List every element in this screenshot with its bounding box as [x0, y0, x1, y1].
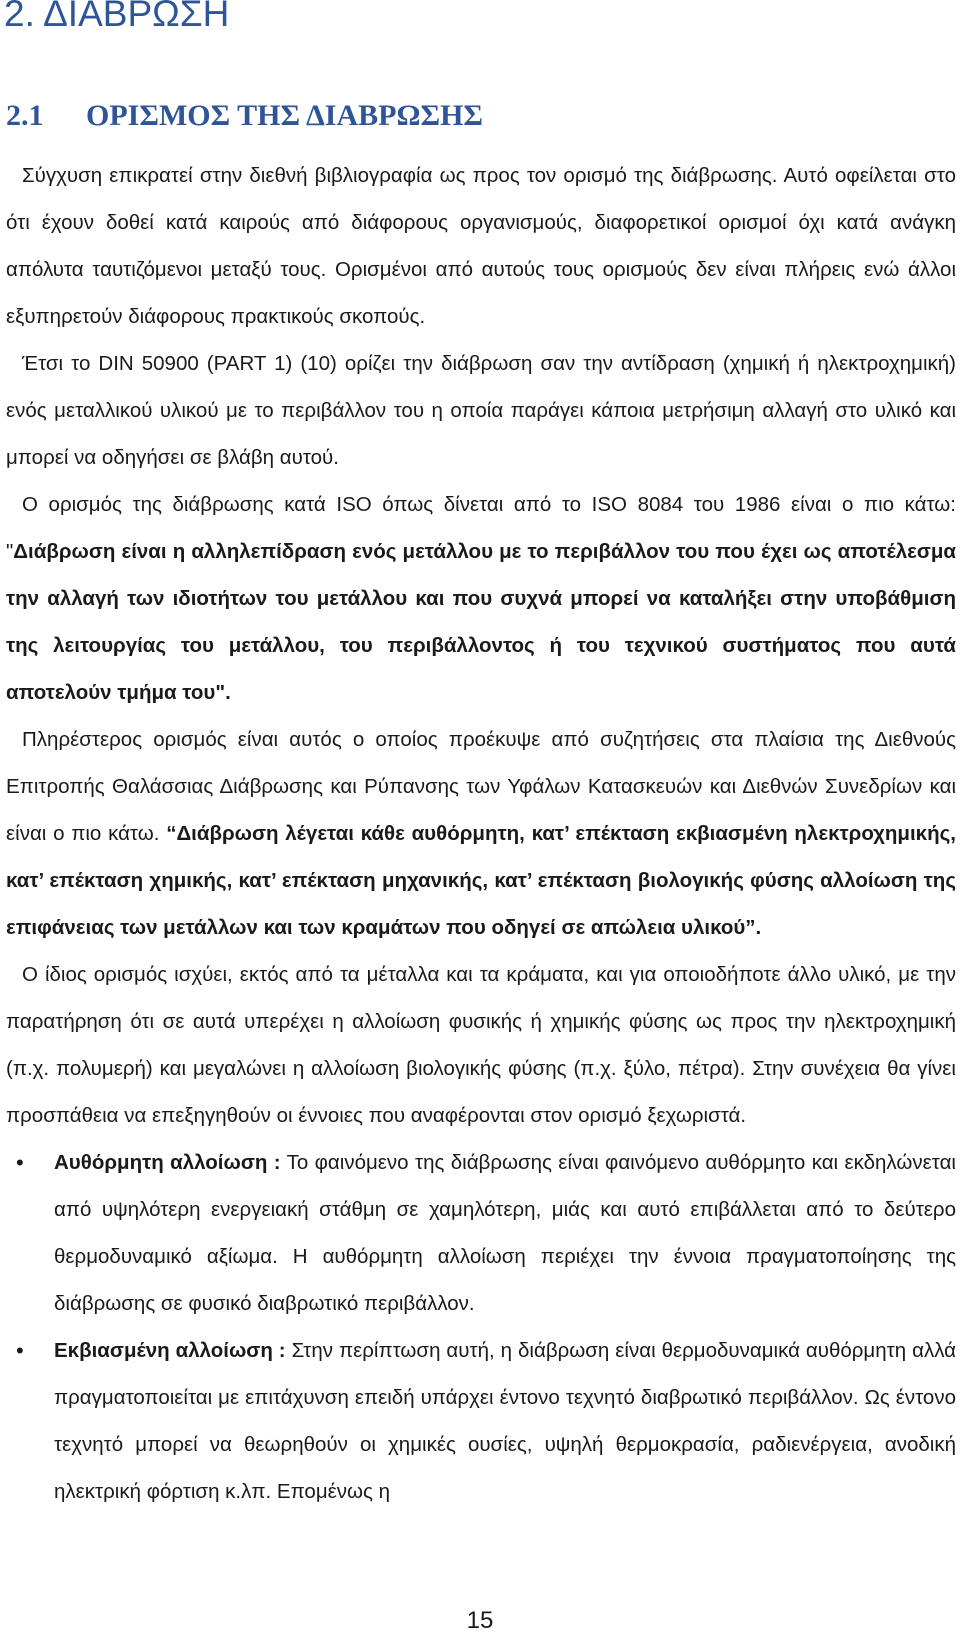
page-number: 15 — [466, 1607, 494, 1634]
section-number: 2.1 — [6, 99, 44, 132]
paragraph — [6, 716, 956, 951]
full-definition-quote: “Διάβρωση λέγεται κάθε αυθόρμητη, κατ’ επέκταση εκβιασμένη ηλεκτροχημικής, κατ’ επέκταση χημικής, κατ’ επέκταση μηχανικής, κατ’ επέκταση βιολογικής φύσης αλλοίωση της επιφάνειας των μετάλλων και των κραμάτων που οδηγεί σε απώλεια υλικού”. — [6, 822, 956, 939]
bullet-text — [54, 1151, 956, 1315]
bullet-text — [54, 1339, 956, 1503]
paragraph-text: Πληρέστερος ορισμός είναι αυτός ο οποίος προέκυψε από συζητήσεις στα πλαίσια της Διεθνούς Επιτροπής Θαλάσσιας Διάβρωσης και Ρύπανσης των Υφάλων Κατασκευών και Διεθνών Συνεδρίων και είναι ο πιο κάτω. — [6, 728, 956, 845]
bullet-list — [6, 1139, 956, 1515]
bullet-description: Το φαινόμενο της διάβρωσης είναι φαινόμενο αυθόρμητο και εκδηλώνεται από υψηλότερη ενεργειακή στάθμη σε χαμηλότερη, μιάς και αυτό επιβάλλεται από το δεύτερο θερμοδυναμικό αξίωμα. Η αυθόρμητη αλλοίωση περιέχει την έννοια πραγματοποίησης της διάβρωσης σε φυσικό διαβρωτικό περιβάλλον. — [54, 1151, 956, 1315]
body-text — [6, 152, 956, 1515]
bullet-item — [6, 1139, 956, 1327]
bullet-icon: • — [16, 1150, 24, 1175]
paragraph-text: Έτσι το DIN 50900 (PART 1) (10) ορίζει την διάβρωση σαν την αντίδραση (χημική ή ηλεκτροχημική) ενός μεταλλικού υλικού με το περιβάλλον του η οποία παράγει κάποια μετρήσιμη αλλαγή στο υλικό και μπορεί να οδηγήσει σε βλάβη αυτού. — [6, 352, 956, 469]
paragraph — [6, 481, 956, 716]
bullet-item — [6, 1327, 956, 1515]
paragraph-text: Ο ίδιος ορισμός ισχύει, εκτός από τα μέταλλα και τα κράματα, και για οποιοδήποτε άλλο υλικό, με την παρατήρηση ότι σε αυτά υπερέχει η αλλοίωση φυσικής ή χημικής φύσης ως προς την ηλεκτροχημική (π.χ. πολυμερή) και μεγαλώνει η αλλοίωση βιολογικής φύσης (π.χ. ξύλο, πέτρα). Στην συνέχεια θα γίνει προσπάθεια να επεξηγηθούν οι έννοιες που αναφέρονται στον ορισμό ξεχωριστά. — [6, 963, 956, 1127]
section-title: ΟΡΙΣΜΟΣ ΤΗΣ ΔΙΑΒΡΩΣΗΣ — [86, 99, 484, 132]
bullet-icon: • — [16, 1338, 24, 1363]
bullet-description: Στην περίπτωση αυτή, η διάβρωση είναι θερμοδυναμικά αυθόρμητη αλλά πραγματοποιείται με επιτάχυνση επειδή υπάρχει έντονο τεχνητό διαβρωτικό περιβάλλον. Ως έντονο τεχνητό μπορεί να θεωρηθούν οι χημικές ουσίες, υψηλή θερμοκρασία, ραδιενέργεια, ανοδική ηλεκτρική φόρτιση κ.λπ. Επομένως η — [54, 1339, 956, 1503]
paragraph — [6, 340, 956, 481]
paragraph-text: Σύγχυση επικρατεί στην διεθνή βιβλιογραφία ως προς τον ορισμό της διάβρωσης. Αυτό οφείλεται στο ότι έχουν δοθεί κατά καιρούς από διάφορους οργανισμούς, διαφορετικοί ορισμοί όχι κατά ανάγκη απόλυτα ταυτιζόμενοι μεταξύ τους. Ορισμένοι από αυτούς τους ορισμούς δεν είναι πλήρεις ενώ άλλοι εξυπηρετούν διάφορους πρακτικούς σκοπούς. — [6, 164, 956, 328]
paragraph-text: Ο ορισμός της διάβρωσης κατά ISO όπως δίνεται από το ISO 8084 του 1986 είναι ο πιο κάτω: " — [6, 493, 956, 563]
iso-definition-quote: Διάβρωση είναι η αλληλεπίδραση ενός μετάλλου με το περιβάλλον του που έχει ως αποτέλεσμα την αλλαγή των ιδιοτήτων του μετάλλου και που συχνά μπορεί να καταλήξει στην υποβάθμιση της λειτουργίας του μετάλλου, του περιβάλλοντος ή του τεχνικού συστήματος που αυτά αποτελούν τμήμα του". — [6, 540, 956, 704]
bullet-term: Αυθόρμητη αλλοίωση : — [54, 1151, 281, 1174]
paragraph — [6, 152, 956, 340]
bullet-term: Εκβιασμένη αλλοίωση : — [54, 1339, 286, 1362]
paragraph — [6, 951, 956, 1139]
chapter-title: 2. ΔΙΑΒΡΩΣΗ — [4, 0, 230, 34]
section-heading — [6, 96, 483, 136]
